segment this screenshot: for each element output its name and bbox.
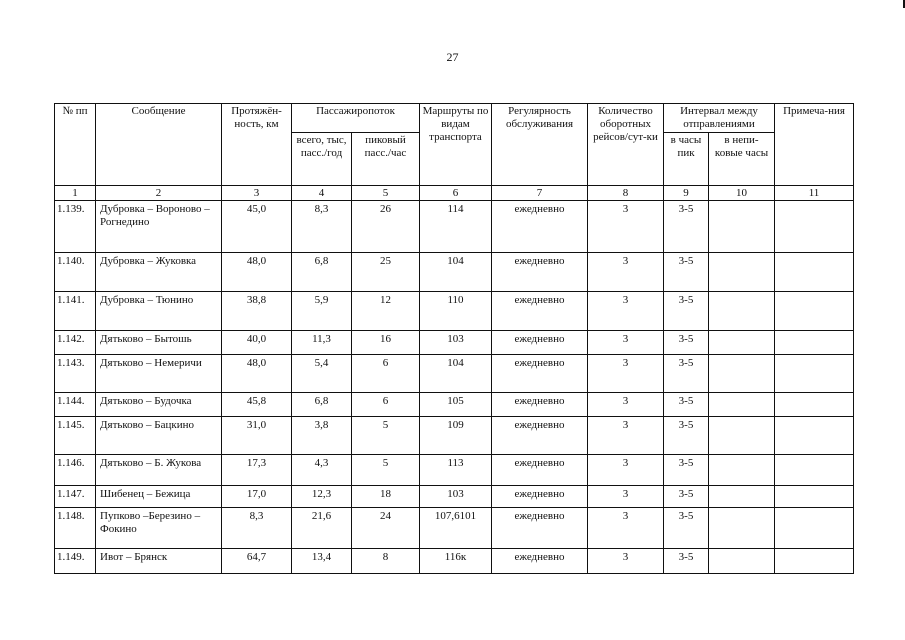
column-number: 2 bbox=[96, 186, 222, 201]
row-flow-peak: 5 bbox=[352, 417, 420, 455]
row-flow-peak: 8 bbox=[352, 549, 420, 574]
row-routes: 103 bbox=[420, 331, 492, 355]
row-num: 1.144. bbox=[55, 393, 96, 417]
header-flow-total: всего, тыс, пасс./год bbox=[292, 133, 352, 186]
row-flow-total: 21,6 bbox=[292, 508, 352, 549]
row-interval-peak: 3-5 bbox=[664, 417, 709, 455]
row-routes: 103 bbox=[420, 486, 492, 508]
row-routes: 114 bbox=[420, 201, 492, 253]
row-interval-offpeak bbox=[709, 355, 775, 393]
row-trips: 3 bbox=[588, 549, 664, 574]
row-interval-peak: 3-5 bbox=[664, 355, 709, 393]
row-flow-total: 11,3 bbox=[292, 331, 352, 355]
row-flow-peak: 25 bbox=[352, 253, 420, 292]
row-notes bbox=[775, 486, 854, 508]
row-regularity: ежедневно bbox=[492, 508, 588, 549]
row-flow-total: 12,3 bbox=[292, 486, 352, 508]
row-routes: 113 bbox=[420, 455, 492, 486]
header-routes: Маршруты по видам транспорта bbox=[420, 104, 492, 186]
row-trips: 3 bbox=[588, 331, 664, 355]
row-flow-peak: 6 bbox=[352, 393, 420, 417]
row-flow-peak: 16 bbox=[352, 331, 420, 355]
row-num: 1.146. bbox=[55, 455, 96, 486]
row-routes: 104 bbox=[420, 253, 492, 292]
row-routes: 116к bbox=[420, 549, 492, 574]
column-number: 5 bbox=[352, 186, 420, 201]
row-length: 40,0 bbox=[222, 331, 292, 355]
row-message: Дубровка – Жуковка bbox=[96, 253, 222, 292]
row-length: 8,3 bbox=[222, 508, 292, 549]
header-flow-peak: пиковый пасс./час bbox=[352, 133, 420, 186]
row-interval-peak: 3-5 bbox=[664, 549, 709, 574]
header-notes: Примеча-ния bbox=[775, 104, 854, 186]
row-interval-offpeak bbox=[709, 486, 775, 508]
row-regularity: ежедневно bbox=[492, 292, 588, 331]
row-flow-peak: 12 bbox=[352, 292, 420, 331]
row-interval-peak: 3-5 bbox=[664, 508, 709, 549]
column-number: 10 bbox=[709, 186, 775, 201]
row-interval-peak: 3-5 bbox=[664, 455, 709, 486]
table-row bbox=[55, 331, 854, 355]
row-num: 1.141. bbox=[55, 292, 96, 331]
row-regularity: ежедневно bbox=[492, 201, 588, 253]
row-flow-total: 5,4 bbox=[292, 355, 352, 393]
row-interval-peak: 3-5 bbox=[664, 292, 709, 331]
row-notes bbox=[775, 417, 854, 455]
row-regularity: ежедневно bbox=[492, 486, 588, 508]
row-num: 1.139. bbox=[55, 201, 96, 253]
row-length: 45,0 bbox=[222, 201, 292, 253]
row-regularity: ежедневно bbox=[492, 455, 588, 486]
row-num: 1.149. bbox=[55, 549, 96, 574]
table-body bbox=[55, 201, 854, 574]
row-flow-total: 5,9 bbox=[292, 292, 352, 331]
row-routes: 110 bbox=[420, 292, 492, 331]
table-row bbox=[55, 253, 854, 292]
row-notes bbox=[775, 355, 854, 393]
row-regularity: ежедневно bbox=[492, 253, 588, 292]
column-number: 7 bbox=[492, 186, 588, 201]
row-trips: 3 bbox=[588, 486, 664, 508]
row-num: 1.148. bbox=[55, 508, 96, 549]
row-flow-peak: 5 bbox=[352, 455, 420, 486]
header-passenger-flow: Пассажиропоток bbox=[292, 104, 420, 133]
row-interval-peak: 3-5 bbox=[664, 393, 709, 417]
row-flow-peak: 18 bbox=[352, 486, 420, 508]
row-trips: 3 bbox=[588, 417, 664, 455]
row-num: 1.145. bbox=[55, 417, 96, 455]
row-interval-offpeak bbox=[709, 201, 775, 253]
table-row bbox=[55, 355, 854, 393]
row-message: Ивот – Брянск bbox=[96, 549, 222, 574]
row-flow-peak: 26 bbox=[352, 201, 420, 253]
row-interval-offpeak bbox=[709, 549, 775, 574]
row-trips: 3 bbox=[588, 292, 664, 331]
table-row bbox=[55, 201, 854, 253]
row-message: Дятьково – Будочка bbox=[96, 393, 222, 417]
column-number: 9 bbox=[664, 186, 709, 201]
header-trips: Количество оборотных рейсов/сут-ки bbox=[588, 104, 664, 186]
row-interval-peak: 3-5 bbox=[664, 253, 709, 292]
column-number: 4 bbox=[292, 186, 352, 201]
row-regularity: ежедневно bbox=[492, 331, 588, 355]
row-flow-peak: 6 bbox=[352, 355, 420, 393]
row-trips: 3 bbox=[588, 201, 664, 253]
column-number: 1 bbox=[55, 186, 96, 201]
table-row bbox=[55, 455, 854, 486]
row-notes bbox=[775, 508, 854, 549]
header-message: Сообщение bbox=[96, 104, 222, 186]
row-trips: 3 bbox=[588, 393, 664, 417]
row-flow-total: 6,8 bbox=[292, 393, 352, 417]
header-num: № пп bbox=[55, 104, 96, 186]
row-message: Дятьково – Б. Жукова bbox=[96, 455, 222, 486]
row-flow-total: 3,8 bbox=[292, 417, 352, 455]
row-routes: 107,6101 bbox=[420, 508, 492, 549]
column-number: 3 bbox=[222, 186, 292, 201]
row-flow-total: 4,3 bbox=[292, 455, 352, 486]
row-trips: 3 bbox=[588, 355, 664, 393]
row-flow-peak: 24 bbox=[352, 508, 420, 549]
row-trips: 3 bbox=[588, 508, 664, 549]
header-interval: Интервал между отправлениями bbox=[664, 104, 775, 133]
row-interval-offpeak bbox=[709, 253, 775, 292]
table-row bbox=[55, 393, 854, 417]
row-length: 17,3 bbox=[222, 455, 292, 486]
page-number: 27 bbox=[446, 50, 459, 64]
row-length: 48,0 bbox=[222, 253, 292, 292]
row-notes bbox=[775, 253, 854, 292]
header-length: Протяжён-ность, км bbox=[222, 104, 292, 186]
table-row bbox=[55, 292, 854, 331]
row-interval-offpeak bbox=[709, 331, 775, 355]
row-length: 64,7 bbox=[222, 549, 292, 574]
row-notes bbox=[775, 393, 854, 417]
header-interval-peak: в часы пик bbox=[664, 133, 709, 186]
row-interval-offpeak bbox=[709, 292, 775, 331]
row-num: 1.143. bbox=[55, 355, 96, 393]
row-notes bbox=[775, 201, 854, 253]
row-interval-offpeak bbox=[709, 393, 775, 417]
row-num: 1.140. bbox=[55, 253, 96, 292]
row-notes bbox=[775, 455, 854, 486]
column-number: 6 bbox=[420, 186, 492, 201]
row-regularity: ежедневно bbox=[492, 417, 588, 455]
row-interval-peak: 3-5 bbox=[664, 486, 709, 508]
row-message: Шибенец – Бежица bbox=[96, 486, 222, 508]
row-num: 1.147. bbox=[55, 486, 96, 508]
table-row bbox=[55, 417, 854, 455]
row-num: 1.142. bbox=[55, 331, 96, 355]
row-regularity: ежедневно bbox=[492, 549, 588, 574]
row-length: 45,8 bbox=[222, 393, 292, 417]
table-row bbox=[55, 486, 854, 508]
row-flow-total: 13,4 bbox=[292, 549, 352, 574]
row-trips: 3 bbox=[588, 253, 664, 292]
row-interval-offpeak bbox=[709, 455, 775, 486]
table-row bbox=[55, 549, 854, 574]
column-number: 8 bbox=[588, 186, 664, 201]
row-message: Дятьково – Бацкино bbox=[96, 417, 222, 455]
row-routes: 105 bbox=[420, 393, 492, 417]
row-interval-peak: 3-5 bbox=[664, 331, 709, 355]
row-notes bbox=[775, 549, 854, 574]
row-trips: 3 bbox=[588, 455, 664, 486]
routes-table bbox=[54, 103, 854, 574]
row-length: 48,0 bbox=[222, 355, 292, 393]
row-message: Дятьково – Бытошь bbox=[96, 331, 222, 355]
row-flow-total: 6,8 bbox=[292, 253, 352, 292]
row-length: 31,0 bbox=[222, 417, 292, 455]
column-number: 11 bbox=[775, 186, 854, 201]
row-routes: 104 bbox=[420, 355, 492, 393]
row-notes bbox=[775, 292, 854, 331]
row-message: Дубровка – Тюнино bbox=[96, 292, 222, 331]
header-regularity: Регулярность обслуживания bbox=[492, 104, 588, 186]
row-notes bbox=[775, 331, 854, 355]
row-regularity: ежедневно bbox=[492, 393, 588, 417]
row-message: Пупково –Березино – Фокино bbox=[96, 508, 222, 549]
row-interval-offpeak bbox=[709, 508, 775, 549]
row-length: 38,8 bbox=[222, 292, 292, 331]
table-row bbox=[55, 508, 854, 549]
row-length: 17,0 bbox=[222, 486, 292, 508]
row-message: Дятьково – Немеричи bbox=[96, 355, 222, 393]
row-routes: 109 bbox=[420, 417, 492, 455]
row-regularity: ежедневно bbox=[492, 355, 588, 393]
row-interval-peak: 3-5 bbox=[664, 201, 709, 253]
column-number-row bbox=[55, 186, 854, 201]
row-flow-total: 8,3 bbox=[292, 201, 352, 253]
row-interval-offpeak bbox=[709, 417, 775, 455]
header-interval-offpeak: в непи-ковые часы bbox=[709, 133, 775, 186]
row-message: Дубровка – Вороново – Рогнедино bbox=[96, 201, 222, 253]
